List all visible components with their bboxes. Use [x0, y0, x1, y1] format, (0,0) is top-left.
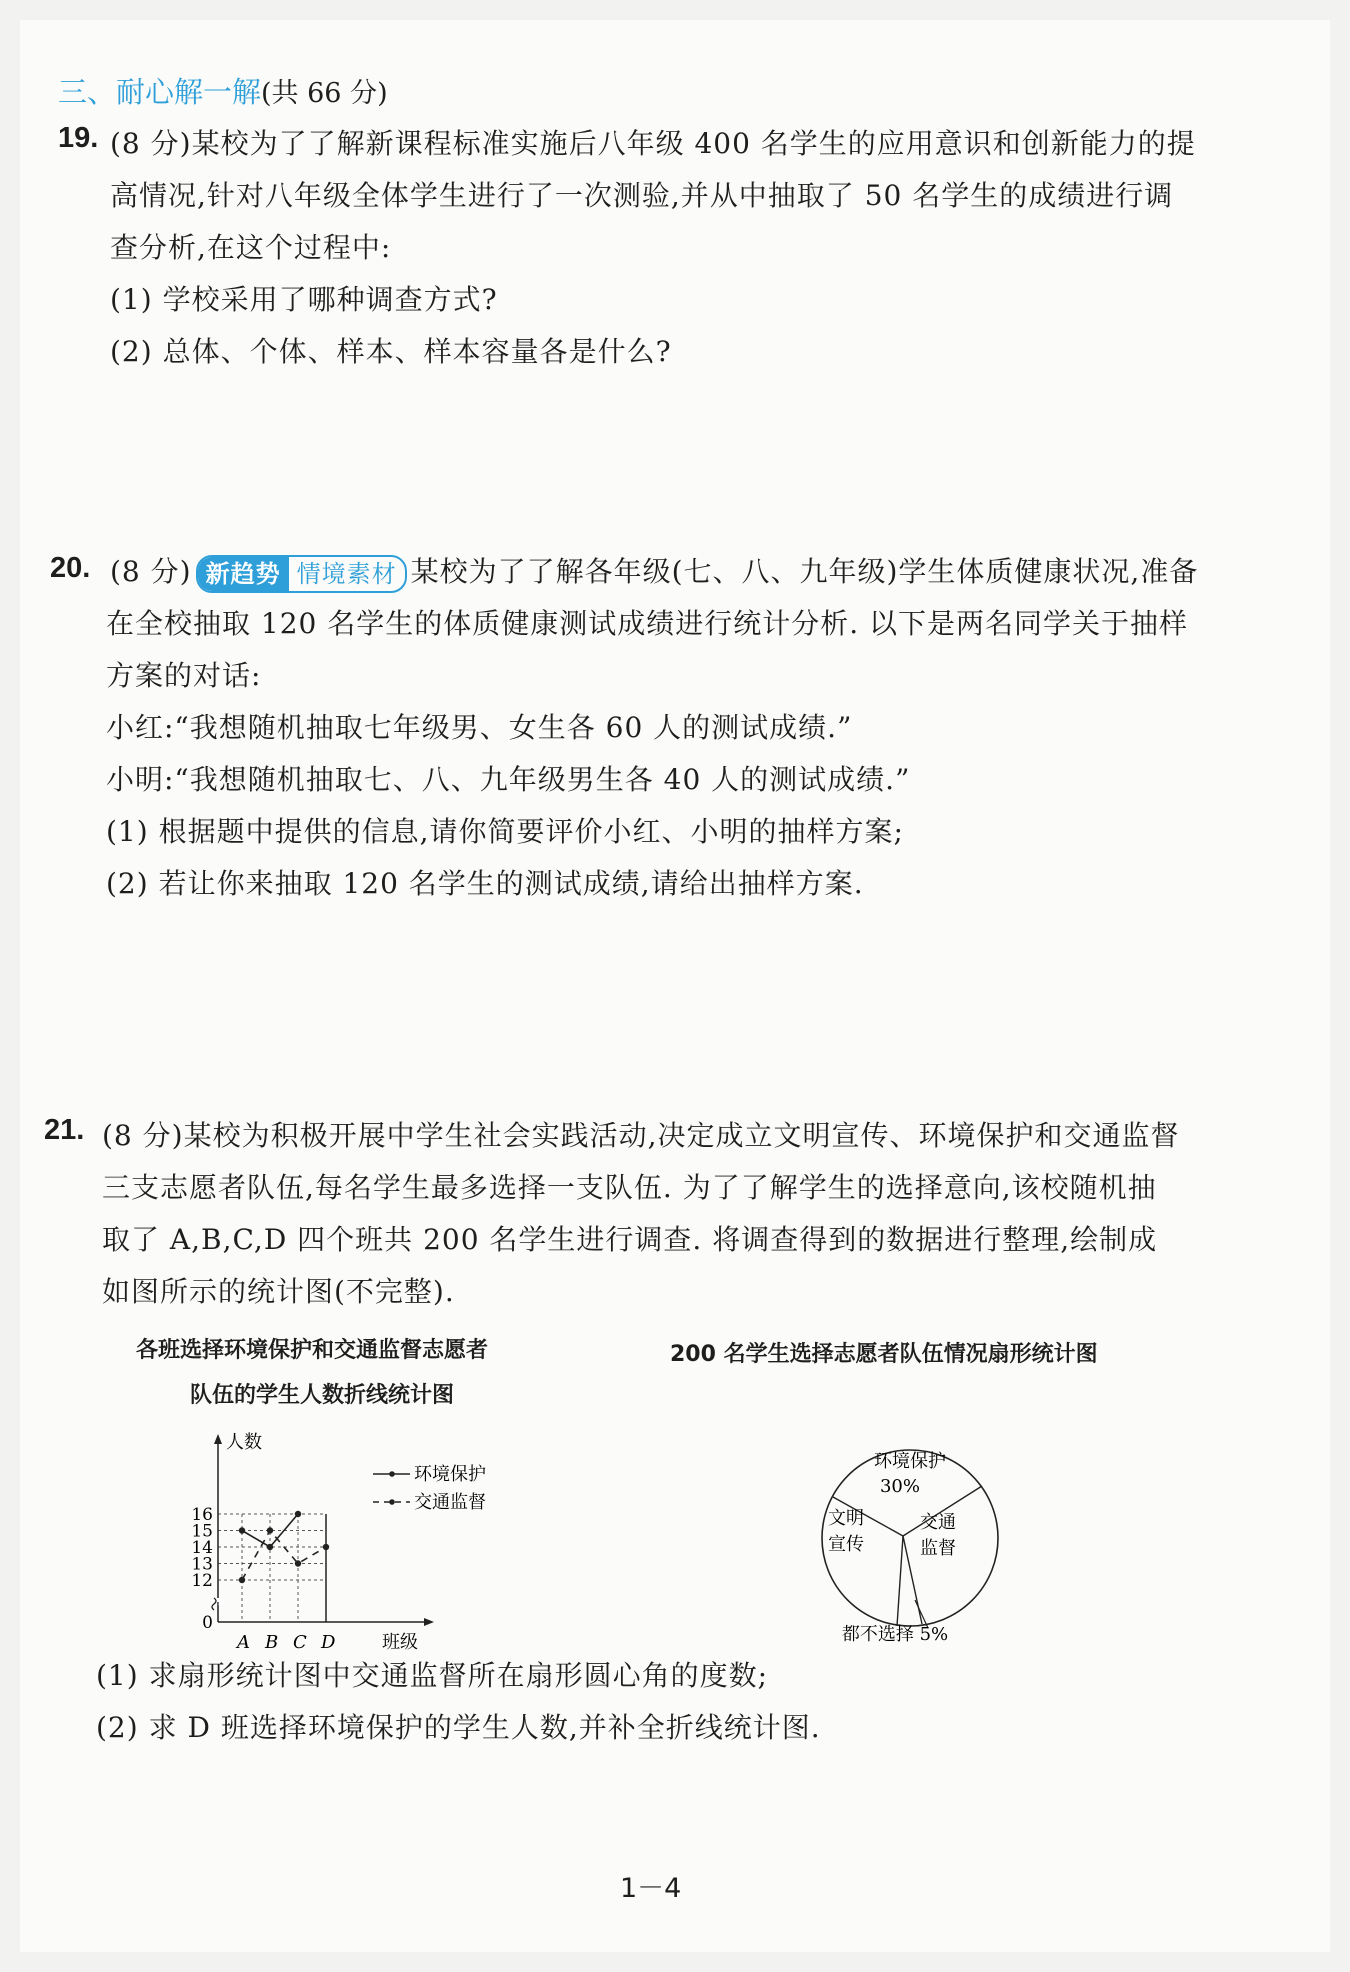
q19-part-2: (2) 总体、个体、样本、样本容量各是什么?: [110, 335, 672, 368]
trend-tag: [196, 555, 407, 593]
line-chart-xlabel: 班级: [382, 1632, 418, 1653]
slice-traffic-label-1: 交通: [920, 1512, 956, 1533]
q19-part-1: (1) 学校采用了哪种调查方式?: [110, 283, 498, 316]
slice-env-label: 环境保护: [874, 1451, 946, 1472]
q20-line-1-text: 某校为了了解各年级(七、八、九年级)学生体质健康状况,准备: [410, 555, 1199, 588]
q19-line-2: 高情况,针对八年级全体学生进行了一次测验,并从中抽取了 50 名学生的成绩进行调: [110, 179, 1174, 212]
ytick-label-13: 13: [191, 1554, 213, 1575]
q21-line-2: 三支志愿者队伍,每名学生最多选择一支队伍. 为了了解学生的选择意向,该校随机抽: [102, 1171, 1157, 1204]
slice-none-label: 都不选择 5%: [841, 1624, 949, 1645]
q20-dialog-xiaoming: 小明:“我想随机抽取七、八、九年级男生各 40 人的测试成绩.”: [106, 763, 911, 796]
xtick-label-C: C: [293, 1632, 307, 1653]
ytick-label-16: 16: [191, 1505, 213, 1525]
line-chart: [180, 1420, 540, 1660]
q20-number: 20.: [50, 552, 91, 584]
q21-line-3: 取了 A,B,C,D 四个班共 200 名学生进行调查. 将调查得到的数据进行整理,绘制成: [102, 1223, 1158, 1256]
xtick-label-D: D: [321, 1632, 336, 1653]
q20-points: (8 分): [110, 555, 192, 588]
ytick-label-0: 0: [202, 1613, 213, 1633]
slice-civil-label-1: 文明: [828, 1508, 864, 1529]
line-chart-yticks: [191, 1505, 213, 1633]
q21-number: 21.: [44, 1114, 85, 1146]
q20-line-3: 方案的对话:: [106, 659, 262, 692]
pie-chart-title: 200 名学生选择志愿者队伍情况扇形统计图: [670, 1342, 1098, 1367]
q21-line-4: 如图所示的统计图(不完整).: [102, 1275, 455, 1308]
q21-line-1: (8 分)某校为积极开展中学生社会实践活动,决定成立文明宣传、环境保护和交通监督: [102, 1119, 1180, 1152]
context-tag-label: 情境素材: [296, 559, 397, 588]
q20-part-2: (2) 若让你来抽取 120 名学生的测试成绩,请给出抽样方案.: [106, 867, 864, 900]
series-1-point-3: [323, 1544, 329, 1550]
line-chart-legend: [373, 1464, 486, 1513]
series-0-point-0: [239, 1527, 245, 1533]
ytick-label-15: 15: [191, 1521, 213, 1542]
line-chart-ylabel: 人数: [226, 1432, 262, 1453]
xtick-label-A: A: [237, 1632, 250, 1653]
line-chart-subtitle: 队伍的学生人数折线统计图: [190, 1383, 455, 1408]
ytick-label-14: 14: [191, 1538, 213, 1558]
line-chart-title: 各班选择环境保护和交通监督志愿者: [136, 1338, 489, 1363]
q20-dialog-xiaohong: 小红:“我想随机抽取七年级男、女生各 60 人的测试成绩.”: [106, 711, 853, 744]
series-1-point-2: [295, 1560, 301, 1566]
q19-line-1: (8 分)某校为了了解新课程标准实施后八年级 400 名学生的应用意识和创新能力的提: [110, 127, 1196, 160]
pie-chart: [790, 1420, 1030, 1660]
q21-part-2: (2) 求 D 班选择环境保护的学生人数,并补全折线统计图.: [96, 1711, 821, 1744]
divider-none-civil: [897, 1536, 903, 1626]
line-chart-xticks: [235, 1632, 336, 1653]
legend-traffic: 交通监督: [414, 1492, 486, 1513]
slice-traffic-label-2: 监督: [920, 1538, 956, 1559]
slice-env-value: 30%: [879, 1476, 921, 1497]
slice-civil-label-2: 宣传: [828, 1534, 864, 1555]
xtick-label-B: B: [265, 1632, 279, 1653]
q19-number: 19.: [58, 122, 99, 154]
series-0-point-2: [295, 1511, 301, 1517]
series-1-point-1: [267, 1527, 273, 1533]
legend-env: 环境保护: [414, 1464, 486, 1485]
q20-part-1: (1) 根据题中提供的信息,请你简要评价小红、小明的抽样方案;: [106, 815, 904, 848]
q20-line-1: [110, 552, 1198, 593]
q19-line-3: 查分析,在这个过程中:: [110, 231, 392, 264]
q20-line-2: 在全校抽取 120 名学生的体质健康测试成绩进行统计分析. 以下是两名同学关于抽样: [106, 607, 1189, 640]
page-number: 1－4: [620, 1873, 682, 1904]
ytick-label-12: 12: [191, 1571, 213, 1591]
trend-tag-label: 新趋势: [198, 557, 289, 591]
q21-part-1: (1) 求扇形统计图中交通监督所在扇形圆心角的度数;: [96, 1659, 768, 1692]
series-1-point-0: [239, 1577, 245, 1583]
series-0-point-1: [267, 1544, 273, 1550]
section-heading: 三、耐心解一解(共 66 分): [58, 75, 388, 109]
